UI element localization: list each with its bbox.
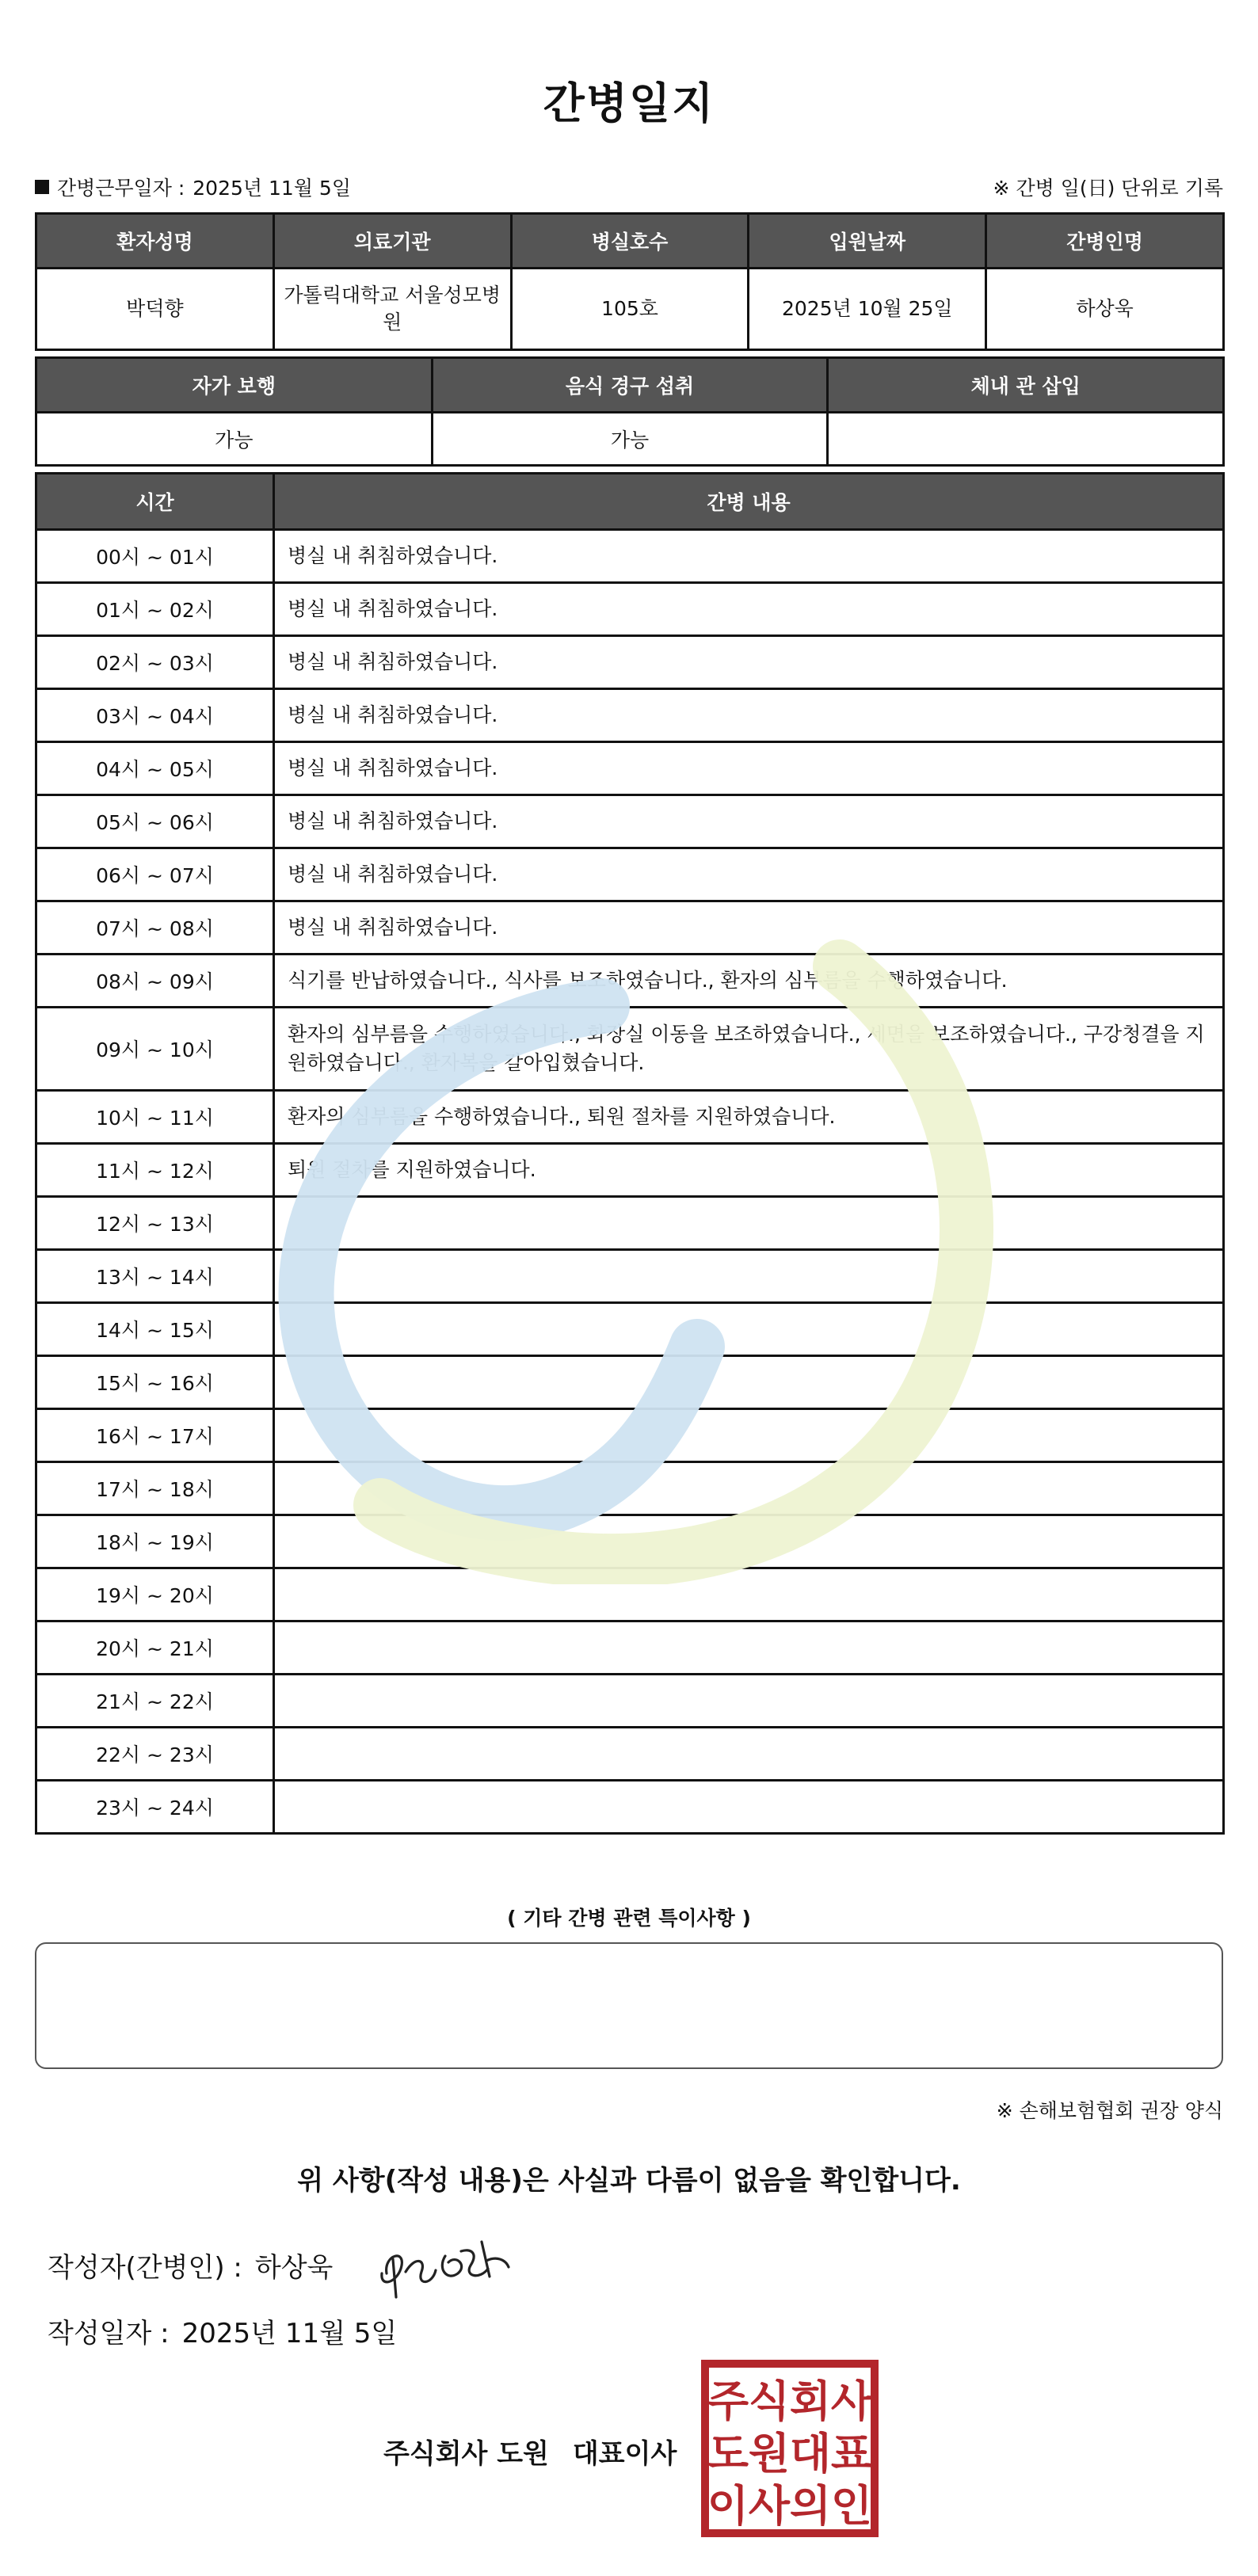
log-content [274, 1675, 1224, 1728]
log-time: 16시 ~ 17시 [36, 1409, 274, 1462]
log-content: 식기를 반납하였습니다., 식사를 보조하였습니다., 환자의 심부름을 수행하였습니다. [274, 955, 1224, 1008]
log-row [36, 636, 1224, 689]
tube-insertion-value [828, 413, 1224, 466]
seal-character: 도 [707, 2429, 749, 2479]
confirmation-statement: 위 사항(작성 내용)은 사실과 다름이 없음을 확인합니다. [297, 2165, 961, 2197]
log-time: 21시 ~ 22시 [36, 1675, 274, 1728]
log-row [36, 530, 1224, 583]
admission-date: 2025년 10월 25일 [749, 269, 986, 350]
log-row [36, 1728, 1224, 1781]
seal-character: 사 [748, 2481, 791, 2531]
log-time: 19시 ~ 20시 [36, 1568, 274, 1621]
log-row [36, 742, 1224, 795]
log-row [36, 1515, 1224, 1568]
hospital-name: 가톨릭대학교 서울성모병원 [273, 269, 511, 350]
work-date-label: 간병근무일자 : [57, 177, 185, 200]
log-row [36, 955, 1224, 1008]
company-line [383, 2432, 677, 2471]
log-content [274, 1621, 1224, 1675]
log-time: 09시 ~ 10시 [36, 1008, 274, 1091]
log-content [274, 1462, 1224, 1515]
seal-character: 주 [707, 2376, 749, 2426]
log-time: 18시 ~ 19시 [36, 1515, 274, 1568]
log-time: 15시 ~ 16시 [36, 1356, 274, 1409]
log-content: 환자의 심부름을 수행하였습니다., 퇴원 절차를 지원하였습니다. [274, 1091, 1224, 1144]
log-row [36, 1568, 1224, 1621]
written-date-line [48, 2311, 397, 2350]
log-time: 00시 ~ 01시 [36, 530, 274, 583]
log-row [36, 901, 1224, 955]
form-source-note: ※ 손해보험협회 권장 양식 [996, 2099, 1223, 2122]
log-row [36, 1621, 1224, 1675]
company-seal [700, 2359, 879, 2538]
log-time: 04시 ~ 05시 [36, 742, 274, 795]
header-time: 시간 [36, 474, 274, 530]
writer-line [48, 2246, 333, 2284]
log-content: 병실 내 취침하였습니다. [274, 636, 1224, 689]
log-row [36, 1675, 1224, 1728]
log-content: 병실 내 취침하였습니다. [274, 795, 1224, 848]
patient-info-header-row [36, 214, 1224, 269]
log-content: 퇴원 절차를 지원하였습니다. [274, 1144, 1224, 1197]
remarks-box [35, 1942, 1223, 2069]
log-time: 14시 ~ 15시 [36, 1303, 274, 1356]
seal-character: 회 [789, 2376, 832, 2426]
company-name: 주식회사 도원 [383, 2438, 549, 2470]
log-row [36, 1356, 1224, 1409]
patient-info-table [35, 212, 1225, 351]
log-content [274, 1303, 1224, 1356]
header-admission-date: 입원날짜 [749, 214, 986, 269]
log-row [36, 1781, 1224, 1834]
log-time: 06시 ~ 07시 [36, 848, 274, 901]
log-content: 병실 내 취침하였습니다. [274, 742, 1224, 795]
log-content: 환자의 심부름을 수행하였습니다., 화장실 이동을 보조하였습니다., 세면을 보조하였습니다., 구강청결을 지원하였습니다., 환자복을 갈아입혔습니다. [274, 1008, 1224, 1091]
log-content: 병실 내 취침하였습니다. [274, 848, 1224, 901]
log-content [274, 1568, 1224, 1621]
log-time: 03시 ~ 04시 [36, 689, 274, 742]
page-title: 간병일지 [543, 78, 715, 128]
header-self-walking: 자가 보행 [36, 358, 433, 413]
room-number: 105호 [511, 269, 749, 350]
log-content: 병실 내 취침하였습니다. [274, 689, 1224, 742]
writer-name: 하상욱 [254, 2252, 334, 2284]
log-row [36, 1197, 1224, 1250]
log-content [274, 1250, 1224, 1303]
hourly-care-log-table [35, 472, 1225, 1835]
log-time: 11시 ~ 12시 [36, 1144, 274, 1197]
written-date-value: 2025년 11월 5일 [181, 2318, 398, 2349]
self-walking-value: 가능 [36, 413, 433, 466]
log-time: 20시 ~ 21시 [36, 1621, 274, 1675]
log-row [36, 583, 1224, 636]
log-header-row [36, 474, 1224, 530]
header-hospital: 의료기관 [273, 214, 511, 269]
header-patient-name: 환자성명 [36, 214, 274, 269]
status-value-row [36, 413, 1224, 466]
log-time: 10시 ~ 11시 [36, 1091, 274, 1144]
patient-info-value-row [36, 269, 1224, 350]
log-time: 13시 ~ 14시 [36, 1250, 274, 1303]
log-content [274, 1356, 1224, 1409]
log-content [274, 1515, 1224, 1568]
log-time: 07시 ~ 08시 [36, 901, 274, 955]
log-content [274, 1781, 1224, 1834]
seal-character: 이 [707, 2481, 749, 2531]
log-time: 12시 ~ 13시 [36, 1197, 274, 1250]
written-date-label: 작성일자 : [48, 2318, 170, 2349]
log-time: 05시 ~ 06시 [36, 795, 274, 848]
header-tube-insertion: 체내 관 삽입 [828, 358, 1224, 413]
seal-character: 인 [830, 2481, 873, 2531]
remarks-title: ( 기타 간병 관련 특이사항 ) [507, 1907, 751, 1930]
patient-status-table [35, 356, 1225, 467]
representative-title: 대표이사 [572, 2438, 677, 2470]
log-time: 08시 ~ 09시 [36, 955, 274, 1008]
signature-image [369, 2224, 520, 2304]
log-row [36, 1462, 1224, 1515]
log-content [274, 1409, 1224, 1462]
oral-intake-value: 가능 [432, 413, 828, 466]
seal-character: 원 [748, 2429, 791, 2479]
header-care-content: 간병 내용 [274, 474, 1224, 530]
square-bullet-icon [35, 180, 49, 194]
log-time: 17시 ~ 18시 [36, 1462, 274, 1515]
log-row [36, 848, 1224, 901]
log-row [36, 1144, 1224, 1197]
header-caregiver-name: 간병인명 [986, 214, 1224, 269]
log-row [36, 1303, 1224, 1356]
log-body [36, 530, 1224, 1834]
header-room-number: 병실호수 [511, 214, 749, 269]
log-time: 02시 ~ 03시 [36, 636, 274, 689]
log-content: 병실 내 취침하였습니다. [274, 901, 1224, 955]
log-time: 22시 ~ 23시 [36, 1728, 274, 1781]
log-row [36, 1250, 1224, 1303]
record-unit-note: ※ 간병 일(日) 단위로 기록 [993, 177, 1223, 200]
header-oral-intake: 음식 경구 섭취 [432, 358, 828, 413]
log-row [36, 1008, 1224, 1091]
log-content: 병실 내 취침하였습니다. [274, 583, 1224, 636]
seal-character: 사 [830, 2376, 873, 2426]
log-content: 병실 내 취침하였습니다. [274, 530, 1224, 583]
log-content [274, 1197, 1224, 1250]
seal-character: 대 [789, 2429, 832, 2479]
log-row [36, 795, 1224, 848]
patient-name: 박덕향 [36, 269, 274, 350]
log-row [36, 689, 1224, 742]
status-header-row [36, 358, 1224, 413]
log-row [36, 1409, 1224, 1462]
work-date-line [35, 173, 351, 201]
seal-character: 식 [748, 2376, 791, 2426]
log-row [36, 1091, 1224, 1144]
work-date-value: 2025년 11월 5일 [193, 177, 351, 200]
seal-character: 표 [830, 2429, 873, 2479]
log-content [274, 1728, 1224, 1781]
seal-character: 의 [789, 2481, 832, 2531]
log-time: 23시 ~ 24시 [36, 1781, 274, 1834]
log-time: 01시 ~ 02시 [36, 583, 274, 636]
caregiver-name: 하상욱 [986, 269, 1224, 350]
writer-label: 작성자(간병인) : [48, 2252, 242, 2284]
